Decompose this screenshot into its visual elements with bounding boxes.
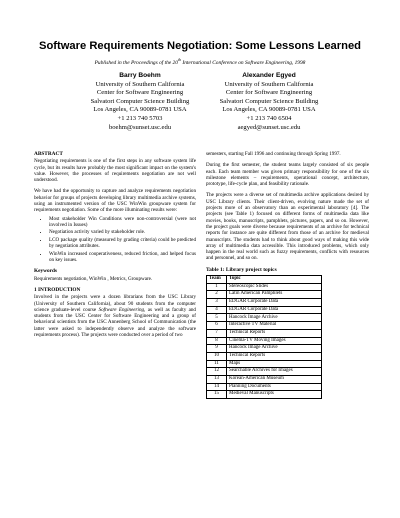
table-row xyxy=(207,329,322,337)
topic-cell: Korean-American Museum xyxy=(227,375,322,383)
table-row xyxy=(207,337,322,345)
keywords-text: Requirements negotiation, WinWin , Metrics, Groupware. xyxy=(34,275,153,282)
team-cell: 12 xyxy=(207,368,227,376)
team-cell: 8 xyxy=(207,337,227,345)
list-item: • LCO package quality (measured by grading criteria) could be predicted by negotiation attributes. xyxy=(49,237,196,250)
team-cell: 15 xyxy=(207,391,227,399)
author-line: University of Southern California xyxy=(95,80,185,88)
topic-cell: Maps xyxy=(227,360,322,368)
team-cell: 6 xyxy=(207,322,227,330)
topic-cell: Stereoscopic Slides xyxy=(227,283,322,291)
table-row xyxy=(207,345,322,353)
table-row xyxy=(207,322,322,330)
table-body xyxy=(207,283,322,398)
table-row xyxy=(207,368,322,376)
project-topics-table xyxy=(206,275,322,399)
intro-text-end: , as well as faculty and students from the USC Center for Software Engineering and a group of behavioral scientists from the USC Annenberg School of Communication (the latter were asked to independently observe and analyze the software requirements process). The projects were conducted over a period of two xyxy=(34,306,196,338)
author-line: University of Southern California xyxy=(224,80,314,88)
team-cell: 11 xyxy=(207,360,227,368)
topic-cell: EDGAR Corporate Data xyxy=(227,306,322,314)
intro-text: Involved in the projects were a dozen librarians from the USC Library (University of Southern California), about 90 students from the computer science graduate-level course xyxy=(34,294,196,313)
team-cell: 13 xyxy=(207,375,227,383)
table-row xyxy=(207,291,322,299)
abstract-paragraph: Negotiating requirements is one of the first steps in any software system life cycle, but its results have probably the most significant impact on the system's value. However, the processes of requirements negotiation are not well understood. xyxy=(34,158,196,184)
body-paragraph: semesters, starting Fall 1996 and continuing through Spring 1997. xyxy=(206,151,341,157)
list-item: • Negotiation activity varied by stakeholder role. xyxy=(49,229,196,235)
body-paragraph: During the first semester, the student teams largely consisted of six people each. Each team member was given primary responsibility for one of the six milestone elements – requirements, operational concept, architecture, prototype, life-cycle plan, and feasibility rationale. xyxy=(206,162,369,188)
list-item: • WinWin increased cooperativeness, reduced friction, and helped focus on key issues. xyxy=(49,251,196,264)
topic-cell: EDGAR Corporate Data xyxy=(227,299,322,307)
abstract-heading: ABSTRACT xyxy=(34,151,63,157)
topic-cell: Planning Documents xyxy=(227,383,322,391)
introduction-heading: 1 INTRODUCTION xyxy=(34,286,81,293)
team-cell: 4 xyxy=(207,306,227,314)
left-column xyxy=(34,151,196,343)
right-column xyxy=(206,151,369,399)
author-email: boehm@sunset.usc.edu xyxy=(108,123,172,131)
author-line: Center for Software Engineering xyxy=(225,89,313,97)
topic-cell: Cinema-TV Moving Images xyxy=(227,337,322,345)
team-cell: 7 xyxy=(207,329,227,337)
topic-cell: Interactive TV Material xyxy=(227,322,322,330)
author-line: Center for Software Engineering xyxy=(96,89,184,97)
author-line: Salvatori Computer Science Building xyxy=(219,97,319,105)
subtitle-text: Published in the Proceedings of the 20 xyxy=(94,59,178,66)
table-row xyxy=(207,306,322,314)
table-row xyxy=(207,391,322,399)
author-line: +1 213 740 6504 xyxy=(246,114,292,122)
table-row xyxy=(207,383,322,391)
topic-cell: Medieval Manuscripts xyxy=(227,391,322,399)
table-row xyxy=(207,352,322,360)
author-line: Los Angeles, CA 90089-0781 USA xyxy=(93,106,187,114)
paper-subtitle xyxy=(0,57,400,66)
author-line: Salvatori Computer Science Building xyxy=(90,97,190,105)
team-cell: 3 xyxy=(207,299,227,307)
table-header: Team xyxy=(207,276,227,284)
table-row xyxy=(207,283,322,291)
table-row xyxy=(207,375,322,383)
author-line: Los Angeles, CA 90089-0781 USA xyxy=(222,106,316,114)
table-header-row xyxy=(207,276,322,284)
author-block-2 xyxy=(189,72,349,132)
team-cell: 2 xyxy=(207,291,227,299)
table-caption: Table 1: Library project topics xyxy=(206,266,277,273)
author-email: aegyed@sunset.usc.edu xyxy=(237,123,301,131)
abstract-paragraph: We have had the opportunity to capture and analyze requirements negotiation behavior for groups of projects developing library multimedia archive systems, using an instrumented version of the USC WinWin groupware system for requirements negotiation. Some of the more illuminating results were: xyxy=(34,188,196,214)
introduction-paragraph xyxy=(34,294,196,338)
author-name: Alexander Egyed xyxy=(242,72,296,79)
table-header: Topic xyxy=(227,276,322,284)
author-line: +1 213 740 5703 xyxy=(117,114,163,122)
keywords-heading: Keywords xyxy=(34,268,57,275)
topic-cell: Hancock Image Archive xyxy=(227,345,322,353)
team-cell: 14 xyxy=(207,383,227,391)
topic-cell: Searchable Archives for Images xyxy=(227,368,322,376)
body-paragraph: The projects were a diverse set of multimedia archive applications desired by USC Library clients. Their client-driven, evolving nature made the set of projects more of an observatory than an experimental laboratory [4]. The projects (see Table 1) focused on different forms of multimedia data like movies, books, manuscripts, pamphlets, pictures, papers, and so on. However, the project goals were diverse because requirements of an archive for technical reports for instance are quite different from those of an archive for medieval manuscripts. The students had to think about good ways of making this wide array of multimedia data accessible. This introduced problems, which only happen in the real world such as fuzzy requirements, conflicts with resources and personnel, and so on. xyxy=(206,192,369,262)
team-cell: 1 xyxy=(207,283,227,291)
table-row xyxy=(207,314,322,322)
list-item: • Most stakeholder Win Conditions were non-controversial (were not involved in Issues) xyxy=(49,216,196,229)
topic-cell: Hancock Image Archive xyxy=(227,314,322,322)
subtitle-sup: th xyxy=(177,57,182,62)
team-cell: 5 xyxy=(207,314,227,322)
team-cell: 9 xyxy=(207,345,227,353)
topic-cell: Latin American Pamphlets xyxy=(227,291,322,299)
table-row xyxy=(207,360,322,368)
topic-cell: Technical Reports xyxy=(227,329,322,337)
author-name: Barry Boehm xyxy=(119,72,161,79)
paper-title: Software Requirements Negotiation: Some Lessons Learned xyxy=(38,40,362,52)
team-cell: 10 xyxy=(207,352,227,360)
results-list xyxy=(34,216,196,264)
subtitle-text-end: International Conference on Software Engineering, 1998 xyxy=(181,59,306,66)
table-row xyxy=(207,299,322,307)
course-name: Software Engineering xyxy=(98,306,145,313)
topic-cell: Technical Reports xyxy=(227,352,322,360)
